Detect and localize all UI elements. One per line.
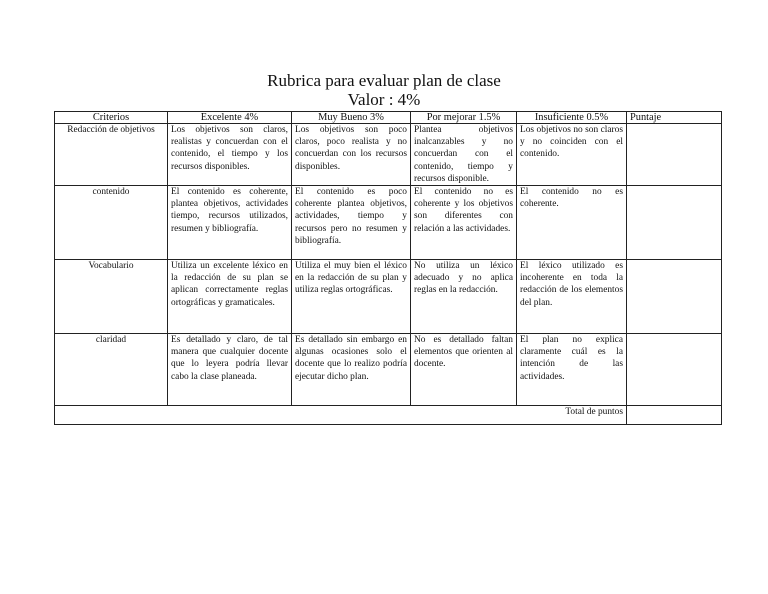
- page-subtitle: Valor : 4%: [347, 90, 421, 109]
- header-excelente: Excelente 4%: [168, 112, 292, 124]
- por-mejorar-cell: El contenido no es coherente y los objetivos son diferentes con relación a las actividades.: [411, 186, 517, 260]
- table-row: [55, 186, 722, 260]
- insuficiente-cell: El contenido no es coherente.: [517, 186, 627, 260]
- rubric-table: [54, 111, 722, 425]
- excelente-cell: Utiliza un excelente léxico en la redacción de su plan se aplican correctamente reglas ortográficas y gramaticales.: [168, 260, 292, 334]
- header-por-mejorar: Por mejorar 1.5%: [411, 112, 517, 124]
- criterion-cell: claridad: [55, 334, 168, 406]
- criterion-cell: contenido: [55, 186, 168, 260]
- total-row: [55, 406, 722, 425]
- total-value-cell: [627, 406, 722, 425]
- por-mejorar-cell: No utiliza un léxico adecuado y no aplica reglas en la redacción.: [411, 260, 517, 334]
- excelente-cell: El contenido es coherente, plantea objetivos, actividades tiempo, recursos utilizados, resumen y bibliografía.: [168, 186, 292, 260]
- puntaje-cell: [627, 260, 722, 334]
- muy-bueno-cell: Utiliza el muy bien el léxico en la redacción de su plan y utiliza reglas ortográficas.: [292, 260, 411, 334]
- puntaje-cell: [627, 186, 722, 260]
- por-mejorar-cell: Plantea objetivos inalcanzables y no concuerdan con el contenido, tiempo y recursos disponible.: [411, 124, 517, 186]
- puntaje-cell: [627, 124, 722, 186]
- criterion-cell: Redacción de objetivos: [55, 124, 168, 186]
- insuficiente-cell: Los objetivos no son claros y no coinciden con el contenido.: [517, 124, 627, 186]
- muy-bueno-cell: Es detallado sin embargo en algunas ocasiones solo el docente que lo realizo podría ejecutar dicho plan.: [292, 334, 411, 406]
- header-puntaje: Puntaje: [627, 112, 722, 124]
- header-muy-bueno: Muy Bueno 3%: [292, 112, 411, 124]
- table-row: [55, 334, 722, 406]
- excelente-cell: Es detallado y claro, de tal manera que cualquier docente que lo leyera podría llevar cabo la clase planeada.: [168, 334, 292, 406]
- criterion-cell: Vocabulario: [55, 260, 168, 334]
- table-row: [55, 260, 722, 334]
- insuficiente-cell: El plan no explica claramente cuál es la intención de las actividades.: [517, 334, 627, 406]
- total-label: Total de puntos: [55, 406, 627, 425]
- puntaje-cell: [627, 334, 722, 406]
- header-row: [55, 112, 722, 124]
- muy-bueno-cell: El contenido es poco coherente plantea objetivos, actividades, tiempo y recursos pero no resumen y bibliografía.: [292, 186, 411, 260]
- page-title: Rubrica para evaluar plan de clase: [267, 71, 501, 90]
- por-mejorar-cell: No es detallado faltan elementos que orienten al docente.: [411, 334, 517, 406]
- header-criterios: Criterios: [55, 112, 168, 124]
- header-insuficiente: Insuficiente 0.5%: [517, 112, 627, 124]
- excelente-cell: Los objetivos son claros, realistas y concuerdan con el contenido, el tiempo y los recursos disponibles.: [168, 124, 292, 186]
- table-row: [55, 124, 722, 186]
- muy-bueno-cell: Los objetivos son poco claros, poco realista y no concuerdan con los recursos disponibles.: [292, 124, 411, 186]
- insuficiente-cell: El léxico utilizado es incoherente en toda la redacción de los elementos del plan.: [517, 260, 627, 334]
